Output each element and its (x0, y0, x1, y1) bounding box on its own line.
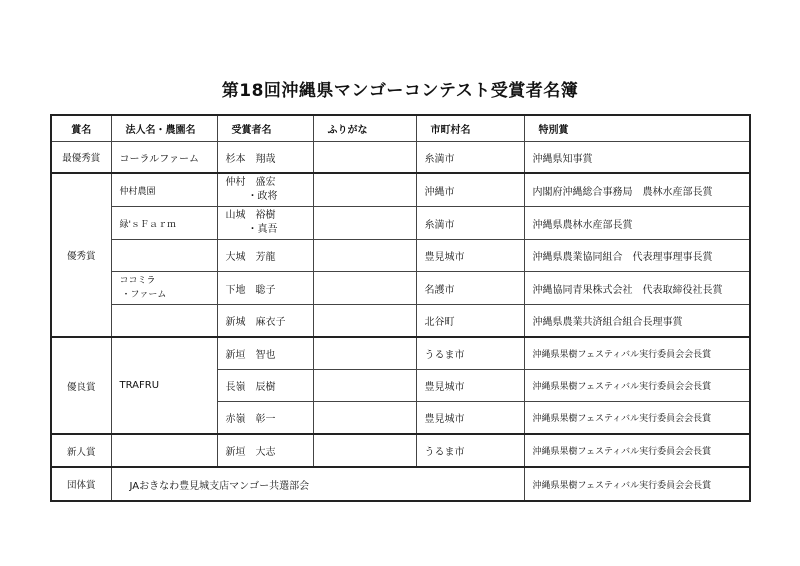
furigana-cell (313, 370, 416, 402)
org-cell: 仲村農園 (111, 173, 217, 207)
winner-cell (217, 207, 313, 240)
city-cell: 糸満市 (416, 207, 524, 240)
special-cell: 沖縄県果樹フェスティバル実行委員会会長賞 (524, 467, 750, 501)
table-row (51, 337, 750, 370)
org-cell (111, 240, 217, 272)
special-cell: 沖縄協同青果株式会社 代表取締役社長賞 (524, 272, 750, 305)
furigana-cell (313, 173, 416, 207)
special-cell: 沖縄県果樹フェスティバル実行委員会会長賞 (524, 434, 750, 467)
table-row-newcomer (51, 434, 750, 467)
furigana-cell (313, 305, 416, 338)
special-cell: 沖縄県農業協同組合 代表理事理事長賞 (524, 240, 750, 272)
furigana-cell (313, 142, 416, 174)
winner-name: 仲村 盛宏 (225, 177, 276, 188)
winner-cell (217, 173, 313, 207)
table-row (51, 402, 750, 435)
group-name-cell: JAおきなわ豊見城支店マンゴー共選部会 (111, 467, 524, 501)
furigana-cell (313, 337, 416, 370)
header-row (51, 115, 750, 142)
header-winner: 受賞者名 (217, 115, 313, 142)
winner-name: 山城 裕樹 (225, 210, 276, 221)
special-cell: 沖縄県果樹フェスティバル実行委員会会長賞 (524, 370, 750, 402)
winner-cell: 赤嶺 彰一 (217, 402, 313, 435)
award-cell: 最優秀賞 (51, 142, 111, 174)
document-title: 第18回沖縄県マンゴーコンテスト受賞者名簿 (221, 81, 579, 101)
org-cell (111, 305, 217, 338)
furigana-cell (313, 434, 416, 467)
winner-name-cont: ・真吾 (247, 224, 278, 235)
winner-cell: 長嶺 辰樹 (217, 370, 313, 402)
header-furigana: ふりがな (313, 115, 416, 142)
special-cell: 沖縄県果樹フェスティバル実行委員会会長賞 (524, 337, 750, 370)
org-cell (111, 272, 217, 305)
table-row-group (51, 467, 750, 501)
header-org: 法人名・農園名 (111, 115, 217, 142)
award-roster-table (50, 114, 751, 502)
winner-cell: 新垣 智也 (217, 337, 313, 370)
city-cell: うるま市 (416, 434, 524, 467)
special-cell: 沖縄県果樹フェスティバル実行委員会会長賞 (524, 402, 750, 435)
org-cell (111, 434, 217, 467)
special-cell: 内閣府沖縄総合事務局 農林水産部長賞 (524, 173, 750, 207)
furigana-cell (313, 272, 416, 305)
winner-cell: 新城 麻衣子 (217, 305, 313, 338)
award-cell: 団体賞 (51, 467, 111, 501)
header-special: 特別賞 (524, 115, 750, 142)
winner-cell: 大城 芳龍 (217, 240, 313, 272)
special-cell: 沖縄県農林水産部長賞 (524, 207, 750, 240)
table-row (51, 240, 750, 272)
table-row (51, 173, 750, 207)
header-city: 市町村名 (416, 115, 524, 142)
table-row (51, 305, 750, 338)
city-cell: 豊見城市 (416, 370, 524, 402)
org-name: ココミラ (119, 276, 156, 286)
winner-name-cont: ・政将 (247, 191, 278, 202)
furigana-cell (313, 207, 416, 240)
header-award: 賞名 (51, 115, 111, 142)
winner-cell: 杉本 翔哉 (217, 142, 313, 174)
city-cell: うるま市 (416, 337, 524, 370)
city-cell: 豊見城市 (416, 402, 524, 435)
table-row (51, 370, 750, 402)
award-cell: 優良賞 (51, 337, 111, 434)
furigana-cell (313, 240, 416, 272)
org-cell: コーラルファーム (111, 142, 217, 174)
city-cell: 北谷町 (416, 305, 524, 338)
org-cell (111, 337, 217, 370)
org-cell: TRAFRU (111, 370, 217, 402)
winner-cell: 下地 聡子 (217, 272, 313, 305)
special-cell: 沖縄県知事賞 (524, 142, 750, 174)
org-cell: 緑'ｓＦａｒｍ (111, 207, 217, 240)
org-name-cont: ・ファーム (121, 290, 167, 300)
table-row-top-award (51, 142, 750, 174)
city-cell: 糸満市 (416, 142, 524, 174)
city-cell: 沖縄市 (416, 173, 524, 207)
furigana-cell (313, 402, 416, 435)
table-row (51, 272, 750, 305)
org-cell (111, 402, 217, 435)
special-cell: 沖縄県農業共済組合組合長理事賞 (524, 305, 750, 338)
award-cell: 新人賞 (51, 434, 111, 467)
city-cell: 名護市 (416, 272, 524, 305)
winner-cell: 新垣 大志 (217, 434, 313, 467)
table-row (51, 207, 750, 240)
city-cell: 豊見城市 (416, 240, 524, 272)
award-cell: 優秀賞 (51, 173, 111, 337)
